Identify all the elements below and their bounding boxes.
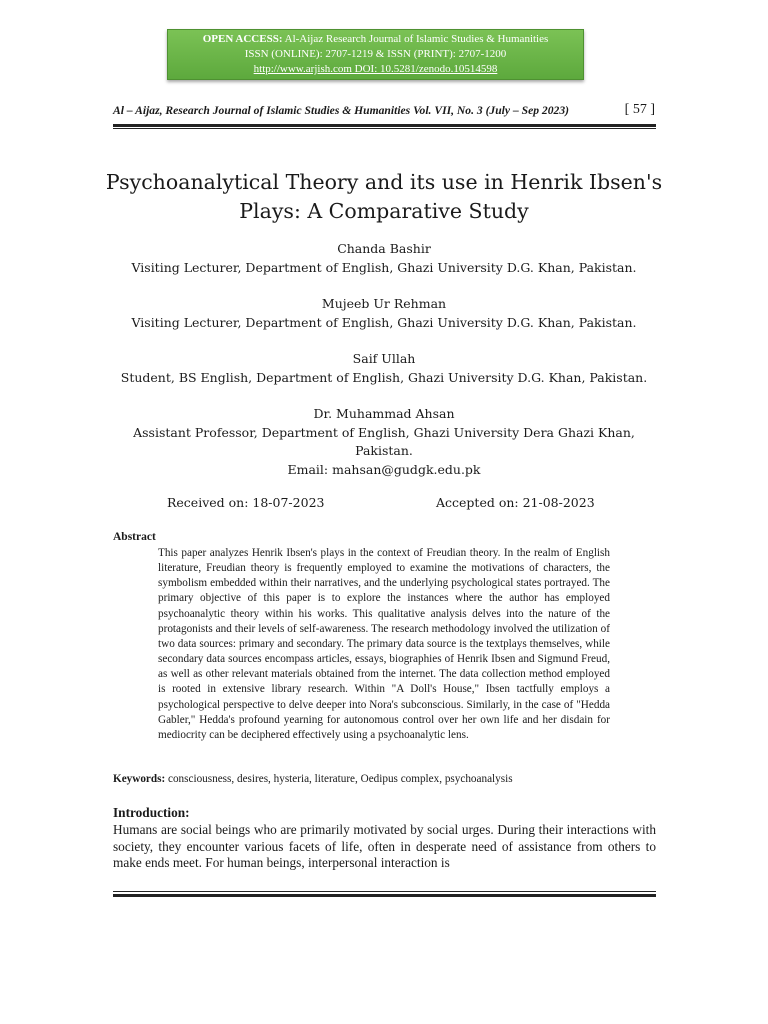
author-entry	[100, 350, 668, 387]
keywords-label: Keywords:	[113, 773, 166, 785]
page-number: [ 57 ]	[624, 102, 655, 117]
author-email[interactable]: Email: mahsan@gudgk.edu.pk	[287, 461, 481, 477]
introduction-heading: Introduction:	[113, 805, 190, 820]
author-affiliation: Student, BS English, Department of English, Ghazi University D.G. Khan, Pakistan.	[120, 369, 648, 385]
received-date: Received on: 18-07-2023	[167, 495, 325, 510]
open-access-banner	[167, 29, 584, 80]
accepted-date: Accepted on: 21-08-2023	[436, 495, 595, 510]
banner-journal-line	[168, 32, 583, 47]
journal-name: Al-Aijaz Research Journal of Islamic Studies & Humanities	[282, 33, 549, 45]
author-affiliation-cont: Pakistan.	[355, 443, 413, 458]
author-name: Saif Ullah	[352, 351, 416, 366]
author-block	[100, 240, 668, 497]
running-header: Al – Aijaz, Research Journal of Islamic Studies & Humanities Vol. VII, No. 3 (July – Sep 2023)	[113, 104, 569, 117]
author-affiliation: Visiting Lecturer, Department of English, Ghazi University D.G. Khan, Pakistan.	[131, 314, 637, 330]
title-line-2: Plays: A Comparative Study	[239, 199, 529, 223]
footer-rule	[113, 891, 656, 897]
author-affiliation: Assistant Professor, Department of English, Ghazi University Dera Ghazi Khan,	[133, 424, 635, 440]
paper-title	[100, 168, 668, 226]
author-name: Dr. Muhammad Ahsan	[313, 406, 455, 421]
title-line-1: Psychoanalytical Theory and its use in Henrik Ibsen's	[105, 170, 663, 194]
author-entry	[100, 240, 668, 277]
keywords-text: consciousness, desires, hysteria, literature, Oedipus complex, psychoanalysis	[165, 773, 513, 785]
introduction-text: Humans are social beings who are primarily motivated by social urges. During their interactions with society, they encounter various facets of life, often in desperate need of assistance from others to make ends meet. For human beings, interpersonal interaction is	[113, 822, 656, 870]
banner-url-doi-link[interactable]: http://www.arjish.com DOI: 10.5281/zenodo.10514598	[253, 63, 498, 75]
open-access-label: OPEN ACCESS:	[202, 33, 283, 45]
header-rule	[113, 124, 656, 129]
author-name: Chanda Bashir	[337, 241, 431, 256]
author-affiliation: Visiting Lecturer, Department of English, Ghazi University D.G. Khan, Pakistan.	[131, 259, 637, 275]
banner-issn-line: ISSN (ONLINE): 2707-1219 & ISSN (PRINT): 2707-1200	[244, 48, 507, 60]
keywords-line	[113, 773, 658, 785]
abstract-text: This paper analyzes Henrik Ibsen's plays in the context of Freudian theory. In the realm of English literature, Freudian theory is frequently employed to examine the motivations of characters, the symbolism embedded within their narratives, and the underlying psychological states portrayed. The primary objective of this paper is to explore the instances where the author has employed psychoanalytic theory within his works. This qualitative analysis delves into the nature of the protagonists and their levels of self-awareness. The research methodology involved the utilization of two data sources: primary and secondary. The primary data source is the textplays themselves, while secondary data sources encompass articles, essays, biographies of Henrik Ibsen and Sigmund Freud, as well as other relevant materials obtained from the internet. The data collection method employed is rooted in extensive library research. Within "A Doll's House," Ibsen tactfully employs a psychological perspective to delve deeper into Nora's subconscious. Similarly, in the case of "Hedda Gabler," Hedda's profound yearning for autonomous control over her own life and her disdain for mediocrity can be deciphered effectively using a psychoanalytic lens.	[158, 547, 610, 741]
author-entry	[100, 405, 668, 479]
author-entry	[100, 295, 668, 332]
abstract-heading: Abstract	[113, 531, 156, 543]
author-name: Mujeeb Ur Rehman	[321, 296, 447, 311]
